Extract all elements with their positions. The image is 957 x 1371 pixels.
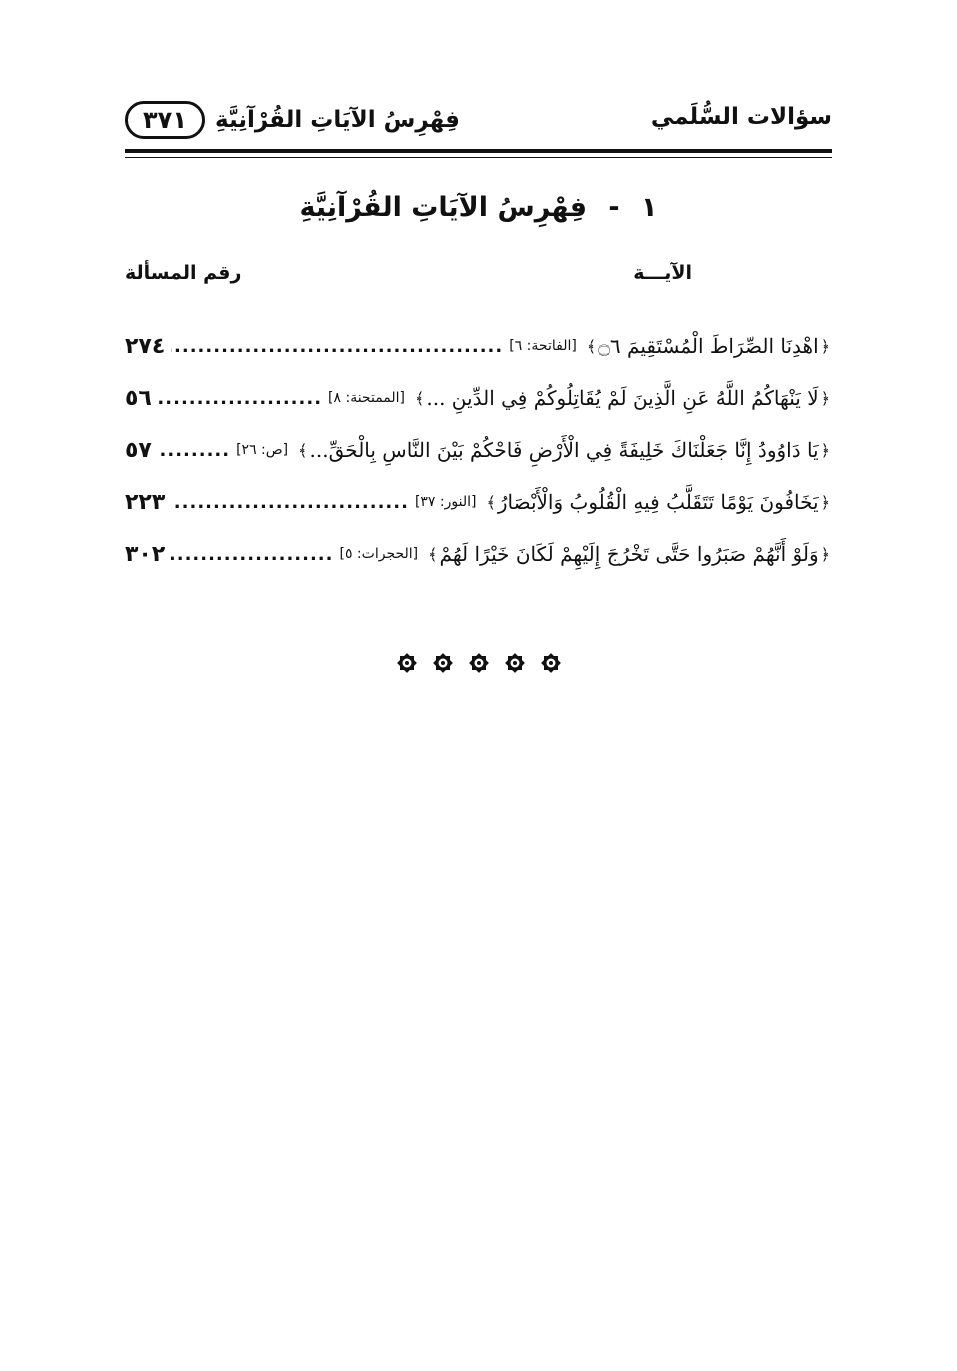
verse-reference: [النور: ٣٧]	[414, 494, 477, 510]
index-entry	[125, 530, 832, 578]
eight-petal-ornament-icon	[466, 650, 492, 676]
section-number: ١	[641, 192, 658, 223]
column-head-masala: رقم المسألة	[125, 262, 242, 284]
issue-number: ٥٧	[125, 437, 152, 463]
leader-dots	[171, 543, 333, 565]
verse-reference: [الممتحنة: ٨]	[328, 390, 405, 406]
issue-number: ٢٢٣	[125, 489, 166, 515]
ornament-separator	[0, 650, 957, 676]
eight-petal-ornament-icon	[430, 650, 456, 676]
index-entries	[125, 322, 832, 582]
book-title: سؤالات السُّلَمي	[650, 104, 832, 130]
column-head-ayah: الآيـــة	[633, 262, 692, 284]
leader-dots	[171, 491, 409, 513]
verse-close-bracket: ﴾	[415, 388, 425, 408]
header-rule-thick	[125, 149, 832, 153]
verse-reference: [ص: ٢٦]	[236, 442, 289, 458]
issue-number: ٢٧٤	[125, 333, 166, 359]
leader-dots	[158, 387, 322, 409]
verse-close-bracket: ﴾	[586, 336, 597, 356]
running-header	[125, 92, 832, 154]
index-entry	[125, 322, 832, 370]
verse-open-bracket: ﴿	[820, 388, 830, 408]
eight-petal-ornament-icon	[394, 650, 420, 676]
leader-dots	[171, 335, 503, 357]
section-dash: -	[608, 192, 620, 223]
index-entry	[125, 478, 832, 526]
verse-open-bracket: ﴿	[820, 492, 830, 512]
index-entry	[125, 374, 832, 422]
verse-text: وَلَوْ أَنَّهُمْ صَبَرُوا حَتَّى تَخْرُجَ إِلَيْهِمْ لَكَانَ خَيْرًا لَهُمْ	[439, 542, 819, 566]
issue-number: ٣٠٢	[125, 541, 166, 567]
eight-petal-ornament-icon	[502, 650, 528, 676]
verse-reference: [الحجرات: ٥]	[339, 546, 419, 562]
page-number: ٣٧١	[125, 101, 205, 139]
header-rule-thin	[125, 157, 832, 158]
header-left-group	[125, 98, 460, 142]
verse-close-bracket: ﴾	[486, 492, 496, 512]
section-title-text: فِهْرِسُ الآيَاتِ القُرْآنِيَّةِ	[299, 192, 588, 223]
verse-close-bracket: ﴾	[298, 440, 308, 460]
verse-open-bracket: ﴿	[820, 440, 830, 460]
verse-text: اهْدِنَا الصِّرَاطَ الْمُسْتَقِيمَ ۝٦	[598, 334, 819, 358]
verse-close-bracket: ﴾	[428, 544, 438, 564]
verse-reference: [الفاتحة: ٦]	[509, 338, 577, 354]
header-section-title: فِهْرِسُ الآيَاتِ القُرْآنِيَّةِ	[215, 107, 460, 133]
issue-number: ٥٦	[125, 385, 152, 411]
verse-text: يَا دَاوُودُ إِنَّا جَعَلْنَاكَ خَلِيفَةً فِي الْأَرْضِ فَاحْكُمْ بَيْنَ النَّاسِ بِالْحَقِّ...	[309, 438, 819, 462]
eight-petal-ornament-icon	[538, 650, 564, 676]
verse-open-bracket: ﴿	[820, 544, 830, 564]
leader-dots	[158, 439, 230, 461]
index-entry	[125, 426, 832, 474]
verse-text: لَا يَنْهَاكُمُ اللَّهُ عَنِ الَّذِينَ لَمْ يُقَاتِلُوكُمْ فِي الدِّينِ ...	[426, 386, 819, 410]
verse-text: يَخَافُونَ يَوْمًا تَتَقَلَّبُ فِيهِ الْقُلُوبُ وَالْأَبْصَارُ	[497, 490, 819, 514]
section-heading	[0, 192, 957, 223]
verse-open-bracket: ﴿	[820, 336, 830, 356]
